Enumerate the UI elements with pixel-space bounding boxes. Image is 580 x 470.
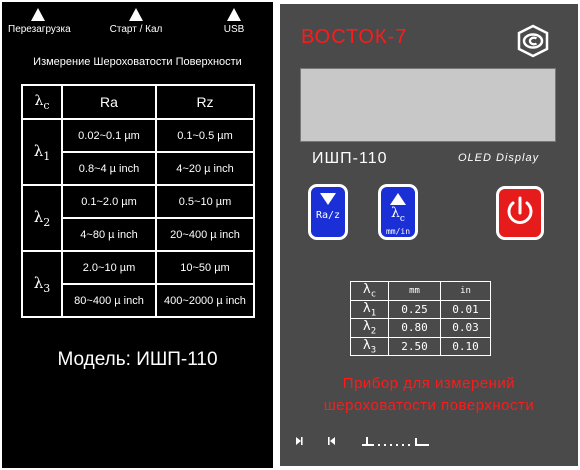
units-label: mm/in <box>385 226 411 236</box>
skip-forward-icon <box>296 437 303 445</box>
in-cell: 0.01 <box>441 300 491 319</box>
device-model: ИШП-110 <box>312 150 388 167</box>
ra-cell: 0.8~4 µ inch <box>62 152 156 185</box>
ruler-icon <box>362 437 429 446</box>
mm-cell: 2.50 <box>389 337 441 356</box>
table-row <box>22 251 254 284</box>
range-table <box>21 84 255 318</box>
header-rz: Rz <box>156 85 254 119</box>
table-row <box>351 300 491 319</box>
header-ra: Ra <box>62 85 156 119</box>
ra-rz-button[interactable] <box>308 184 348 240</box>
ra-rz-label: Ra/z <box>315 210 341 221</box>
rz-cell: 400~2000 µ inch <box>156 284 254 317</box>
ra-cell: 4~80 µ inch <box>62 218 156 251</box>
ra-cell: 80~400 µ inch <box>62 284 156 317</box>
brand-title: ВОСТОК-7 <box>301 26 408 48</box>
cutoff-table <box>350 281 491 356</box>
skip-back-icon <box>328 437 335 445</box>
left-panel <box>2 2 273 468</box>
measurement-heading: Измерение Шероховатости Поверхности <box>33 56 242 68</box>
ra-cell: 0.02~0.1 µm <box>62 119 156 152</box>
usb-label: USB <box>223 24 245 35</box>
header-in: in <box>441 282 491 301</box>
oled-label: OLED Display <box>458 152 540 164</box>
triangle-up-icon <box>227 8 241 21</box>
caption-line: Прибор для измерений <box>342 375 516 392</box>
usb-button[interactable] <box>214 8 254 35</box>
rz-cell: 0.5~10 µm <box>156 185 254 218</box>
table-header-row <box>22 85 254 119</box>
table-row <box>22 119 254 152</box>
power-icon <box>499 189 541 237</box>
mm-cell: 0.80 <box>389 319 441 338</box>
footer-icons <box>294 434 574 448</box>
triangle-up-icon <box>129 8 143 21</box>
rz-cell: 20~400 µ inch <box>156 218 254 251</box>
rz-cell: 10~50 µm <box>156 251 254 284</box>
mm-cell: 0.25 <box>389 300 441 319</box>
lambda-cutoff-button[interactable] <box>378 184 418 240</box>
lambda-label: $\lambda_c$ <box>391 205 405 224</box>
device-caption <box>280 373 578 417</box>
header-mm: mm <box>389 282 441 301</box>
triangle-up-icon <box>31 8 45 21</box>
ra-cell: 2.0~10 µm <box>62 251 156 284</box>
in-cell: 0.10 <box>441 337 491 356</box>
header-lambda: $\lambda_c$ <box>351 282 389 301</box>
table-header-row <box>351 282 491 301</box>
right-panel <box>280 4 578 466</box>
table-row <box>22 185 254 218</box>
header-lambda: $\lambda_c$ <box>22 85 62 119</box>
caption-line: шероховатости поверхности <box>323 397 535 414</box>
row-lambda: $\lambda_2$ <box>351 319 389 338</box>
model-label: Модель: ИШП-110 <box>57 349 218 370</box>
triangle-down-icon <box>320 193 336 205</box>
start-cal-label: Старт / Кал <box>109 24 163 35</box>
oled-screen <box>300 68 556 142</box>
table-row <box>351 319 491 338</box>
reboot-button[interactable] <box>8 8 71 35</box>
row-lambda: $\lambda_3$ <box>351 337 389 356</box>
gost-logo-icon <box>516 24 550 58</box>
row-lambda: $\lambda_1$ <box>351 300 389 319</box>
rz-cell: 4~20 µ inch <box>156 152 254 185</box>
row-lambda: $\lambda_3$ <box>22 251 62 317</box>
triangle-up-icon <box>390 193 406 205</box>
reboot-label: Перезагрузка <box>8 24 71 35</box>
in-cell: 0.03 <box>441 319 491 338</box>
start-cal-button[interactable] <box>100 8 172 35</box>
table-row <box>351 337 491 356</box>
row-lambda: $\lambda_1$ <box>22 119 62 185</box>
ra-cell: 0.1~2.0 µm <box>62 185 156 218</box>
power-button[interactable] <box>496 186 544 240</box>
row-lambda: $\lambda_2$ <box>22 185 62 251</box>
rz-cell: 0.1~0.5 µm <box>156 119 254 152</box>
